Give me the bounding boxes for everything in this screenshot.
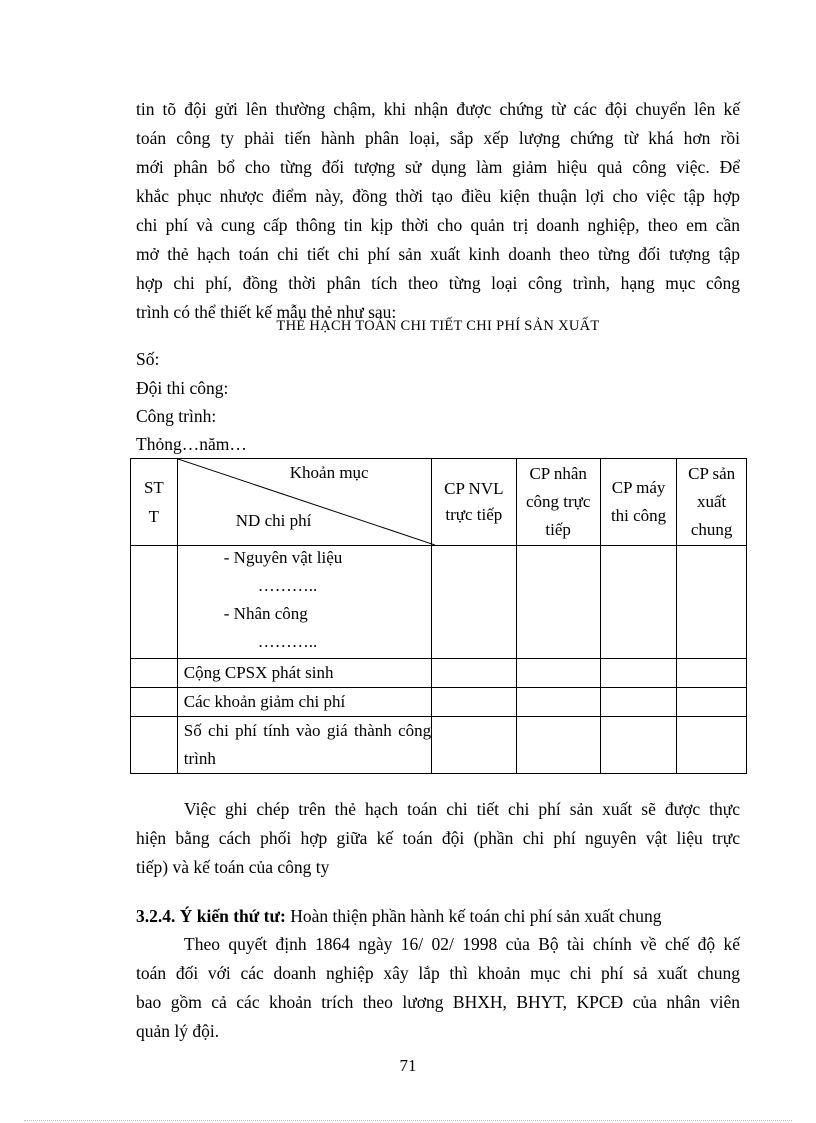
items-cell [177, 546, 431, 659]
nd-chi-phi-label: ND chi phí [235, 511, 312, 530]
table-cell [131, 688, 178, 717]
table-row-cong [131, 659, 747, 688]
table-cell [516, 688, 600, 717]
text-line: khắc phục nhược điểm này, đồng thời tạo điều kiện thuận lợi cho việc tập hợp [136, 186, 740, 206]
field-thang-nam: Thỏng…năm… [136, 434, 247, 454]
table-row-giam [131, 688, 747, 717]
text-line: trình có thể thiết kế mẫu thẻ như sau: [136, 302, 397, 322]
header-cp-nhan-cong: CP nhân công trực tiếp [516, 459, 600, 546]
cost-detail-table [130, 458, 747, 774]
heading-text: Hoàn thiện phần hành kế toán chi phí sản xuất chung [285, 906, 662, 926]
table-cell [600, 546, 676, 659]
text-line: Theo quyết định 1864 ngày 16/ 02/ 1998 của Bộ tài chính về chế độ kế [184, 934, 740, 954]
item-nhan-cong: - Nhân công [223, 604, 308, 623]
row-label: Số chi phí tính vào giá thành công trình [177, 717, 431, 774]
paragraph-ghi-chep [136, 795, 740, 882]
item-nguyen-vat-lieu: - Nguyên vật liệu [223, 548, 343, 567]
section-heading [136, 902, 662, 930]
table-title: THẺ HẠCH TOÁN CHI TIẾT CHI PHÍ SẢN XUẤT [276, 318, 600, 334]
table-cell [516, 659, 600, 688]
table-cell [677, 717, 747, 774]
text-line: chi phí và cung cấp thông tin kịp thời cho quản trị doanh nghiệp, theo em cần [136, 215, 740, 235]
text-line: toán đối với các doanh nghiệp xây lắp thì khoản mục chi phí sả xuất chung [136, 963, 740, 983]
text-line: tiếp) và kế toán của công ty [136, 857, 330, 877]
text-line: hiện bằng cách phối hợp giữa kế toán đội (phần chi phí nguyên vật liệu trực [136, 828, 740, 848]
table-row-so [131, 717, 747, 774]
table-cell [677, 546, 747, 659]
table-row-items [131, 546, 747, 659]
intro-paragraph [136, 95, 740, 327]
text-line: hợp chi phí, đồng thời phân tích theo từng loại công trình, hạng mục công [136, 273, 740, 293]
stt-label: ST T [143, 478, 164, 526]
header-cp-sxc: CP sản xuất chung [677, 459, 747, 546]
heading-number: 3.2.4. Ý kiến thứ tư: [136, 906, 286, 926]
table-cell [432, 659, 516, 688]
field-so: Số: [136, 349, 160, 369]
field-doi-thi-cong: Đội thi công: [136, 378, 229, 398]
table-cell [131, 717, 178, 774]
header-diagonal-cell [177, 459, 431, 546]
table-cell [131, 659, 178, 688]
table-cell [432, 717, 516, 774]
table-cell [677, 688, 747, 717]
table-cell [432, 546, 516, 659]
text-line: tin tõ đội gửi lên thường chậm, khi nhận được chứng từ các đội chuyển lên kế [136, 99, 740, 119]
item-dots: ……….. [257, 632, 318, 651]
text-line: toán công ty phải tiến hành phân loại, sắp xếp lượng chứng từ khá hơn rồi [136, 128, 740, 148]
text-line: Việc ghi chép trên thẻ hạch toán chi tiết chi phí sản xuất sẽ được thực [184, 799, 740, 819]
table-header-row [131, 459, 747, 546]
text-line: bao gồm cả các khoản trích theo lương BHXH, BHYT, KPCĐ của nhân viên [136, 992, 740, 1012]
field-cong-trinh: Công trình: [136, 406, 217, 426]
table-cell [600, 659, 676, 688]
text-line: mới phân bổ cho từng đối tượng sử dụng làm giảm hiệu quả công việc. Để [136, 157, 740, 177]
row-label: Cộng CPSX phát sinh [177, 659, 431, 688]
table-cell [516, 717, 600, 774]
table-cell [600, 717, 676, 774]
table-cell [600, 688, 676, 717]
table-cell [677, 659, 747, 688]
table-cell [131, 546, 178, 659]
row-label: Các khoản giảm chi phí [177, 688, 431, 717]
text-line: quản lý đội. [136, 1021, 220, 1041]
table-cell [516, 546, 600, 659]
table-cell [432, 688, 516, 717]
header-cp-nvl: CP NVL trực tiếp [432, 459, 516, 546]
text-line: mở thẻ hạch toán chi tiết chi phí sản xuất kinh doanh theo từng đối tượng tập [136, 244, 740, 264]
page-number: 71 [399, 1056, 417, 1075]
khoan-muc-label: Khoản mục [289, 463, 369, 482]
header-cp-may: CP máy thi công [600, 459, 676, 546]
footer-divider [24, 1120, 792, 1121]
header-stt [131, 459, 178, 546]
paragraph-quyet-dinh [136, 930, 740, 1046]
item-dots: ……….. [257, 576, 318, 595]
